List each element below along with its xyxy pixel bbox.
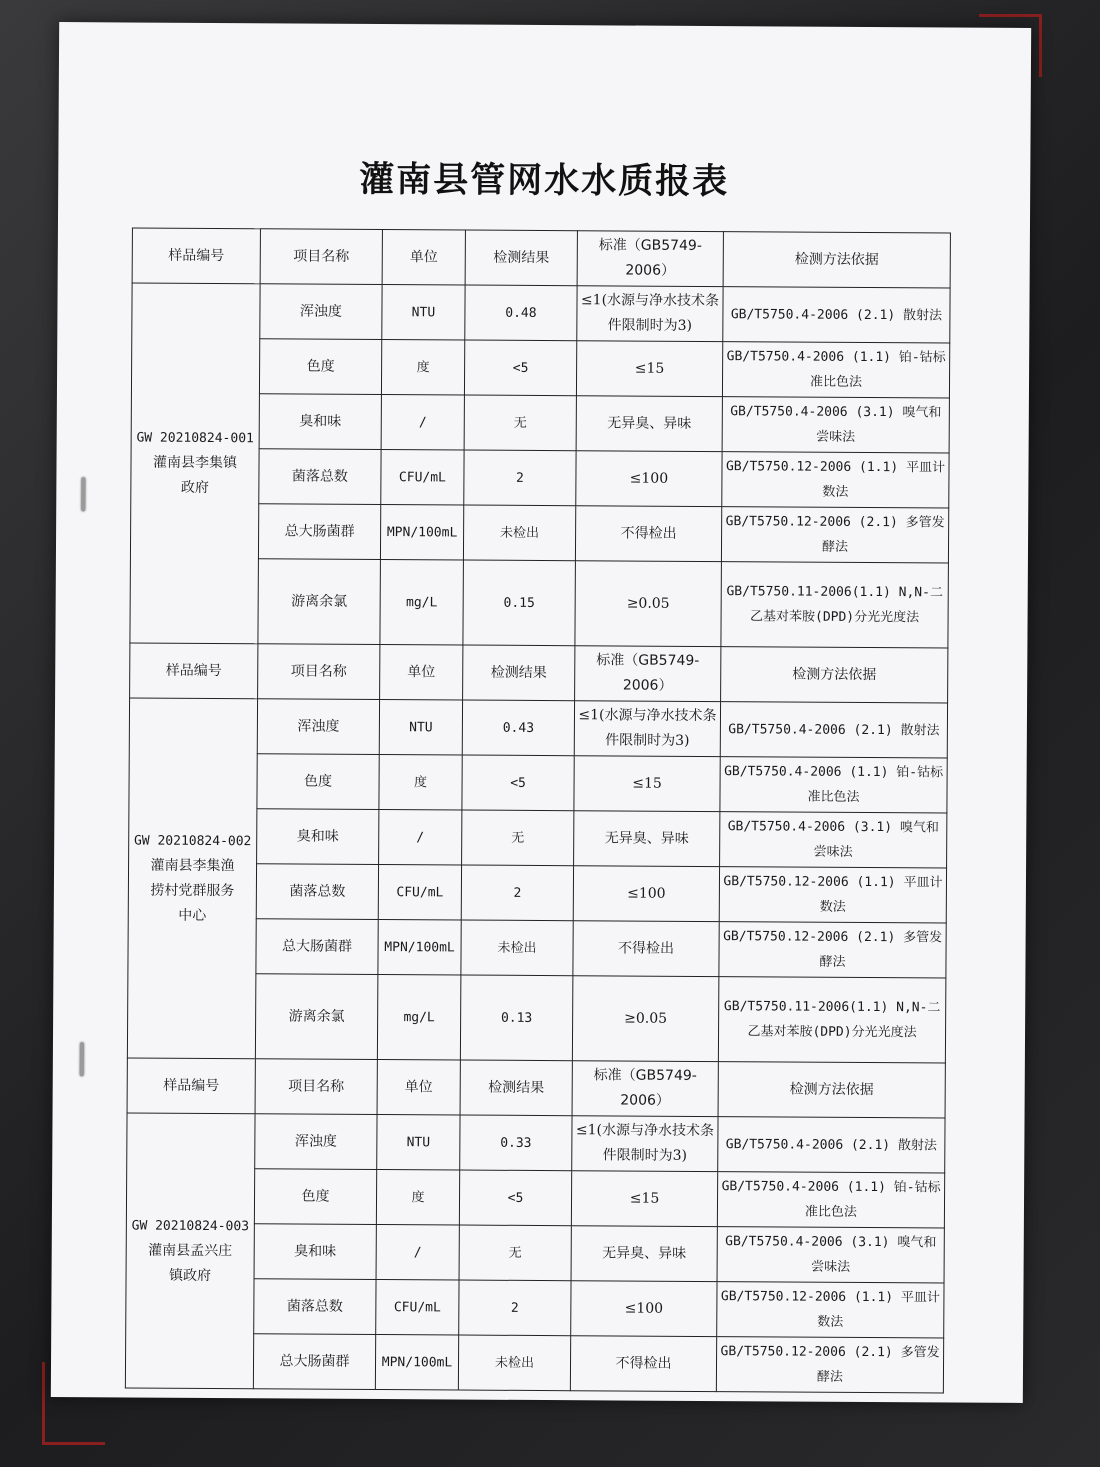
result-cell: <5 <box>462 755 574 811</box>
standard-cell: ≤1(水源与净水技术条件限制时为3) <box>572 1116 718 1172</box>
header-standard: 标准（GB5749-2006） <box>575 646 721 702</box>
header-sample-id: 样品编号 <box>127 1058 255 1114</box>
header-result: 检测结果 <box>465 230 577 286</box>
report-title: 灌南县管网水水质报表 <box>359 159 730 203</box>
header-row <box>127 1058 945 1118</box>
header-unit: 单位 <box>380 645 463 701</box>
unit-cell: NTU <box>379 700 462 756</box>
result-cell: 0.15 <box>463 560 576 646</box>
item-name-cell: 臭和味 <box>257 809 379 865</box>
method-cell: GB/T5750.4-2006 (1.1) 铂-钴标准比色法 <box>722 342 949 398</box>
method-cell: GB/T5750.4-2006 (3.1) 嗅气和尝味法 <box>720 812 947 868</box>
method-cell: GB/T5750.11-2006(1.1) N,N-二乙基对苯胺(DPD)分光光度法 <box>718 977 946 1063</box>
result-cell: 2 <box>464 450 576 506</box>
sample-id-cell <box>130 283 260 644</box>
standard-cell: ≤15 <box>574 756 720 812</box>
result-cell: 0.33 <box>460 1115 572 1171</box>
method-cell: GB/T5750.4-2006 (1.1) 铂-钴标准比色法 <box>720 757 947 813</box>
sample-location: 灌南县李集渔捞村党群服务中心 <box>150 857 235 924</box>
table-row <box>129 698 947 758</box>
item-name-cell: 浑浊度 <box>255 1114 377 1170</box>
item-name-cell: 臭和味 <box>259 394 381 450</box>
unit-cell: 度 <box>376 1170 459 1226</box>
header-item-name: 项目名称 <box>258 644 380 700</box>
table-row <box>127 1113 945 1173</box>
unit-cell: 度 <box>379 755 462 811</box>
header-standard: 标准（GB5749-2006） <box>572 1061 718 1117</box>
result-cell: 无 <box>464 395 576 451</box>
method-cell: GB/T5750.12-2006 (1.1) 平皿计数法 <box>719 867 946 923</box>
unit-cell: CFU/mL <box>376 1280 459 1336</box>
header-sample-id: 样品编号 <box>130 643 258 699</box>
standard-cell: ≤100 <box>571 1281 717 1337</box>
unit-cell: NTU <box>382 285 465 341</box>
item-name-cell: 菌落总数 <box>256 864 378 920</box>
method-cell: GB/T5750.12-2006 (2.1) 多管发酵法 <box>719 922 946 978</box>
staple-icon <box>81 477 85 511</box>
table-row <box>132 283 950 343</box>
standard-cell: 无异臭、异味 <box>571 1226 717 1282</box>
unit-cell: NTU <box>377 1115 460 1171</box>
header-item-name: 项目名称 <box>260 229 382 285</box>
result-cell: <5 <box>464 340 576 396</box>
water-quality-table <box>125 227 951 1393</box>
unit-cell: / <box>381 395 464 451</box>
method-cell: GB/T5750.12-2006 (1.1) 平皿计数法 <box>722 452 949 508</box>
item-name-cell: 总大肠菌群 <box>253 1334 375 1390</box>
header-standard: 标准（GB5749-2006） <box>577 231 723 287</box>
sample-id: GW 20210824-002 <box>133 833 252 849</box>
item-name-cell: 游离余氯 <box>258 559 381 645</box>
sample-id-cell <box>127 698 257 1059</box>
unit-cell: mg/L <box>377 975 461 1061</box>
item-name-cell: 臭和味 <box>254 1224 376 1280</box>
unit-cell: / <box>379 810 462 866</box>
standard-cell: ≤15 <box>571 1171 717 1227</box>
standard-cell: ≤1(水源与净水技术条件限制时为3) <box>577 286 723 342</box>
result-cell: 未检出 <box>458 1335 570 1391</box>
sample-id: GW 20210824-003 <box>131 1218 250 1234</box>
header-sample-id: 样品编号 <box>132 228 260 284</box>
header-method: 检测方法依据 <box>718 1062 945 1118</box>
result-cell: 未检出 <box>463 505 575 561</box>
method-cell: GB/T5750.12-2006 (2.1) 多管发酵法 <box>721 507 948 563</box>
method-cell: GB/T5750.4-2006 (1.1) 铂-钴标准比色法 <box>717 1172 944 1228</box>
item-name-cell: 总大肠菌群 <box>258 504 380 560</box>
unit-cell: / <box>376 1225 459 1281</box>
header-unit: 单位 <box>377 1060 460 1116</box>
item-name-cell: 色度 <box>254 1169 376 1225</box>
standard-cell: ≤1(水源与净水技术条件限制时为3) <box>574 701 720 757</box>
method-cell: GB/T5750.4-2006 (3.1) 嗅气和尝味法 <box>717 1227 944 1283</box>
result-cell: <5 <box>459 1170 571 1226</box>
result-cell: 无 <box>462 810 574 866</box>
unit-cell: mg/L <box>380 560 464 646</box>
header-result: 检测结果 <box>463 645 575 701</box>
unit-cell: CFU/mL <box>381 450 464 506</box>
standard-cell: 无异臭、异味 <box>576 396 722 452</box>
report-sheet <box>51 22 1031 1403</box>
method-cell: GB/T5750.4-2006 (3.1) 嗅气和尝味法 <box>722 397 949 453</box>
standard-cell: ≥0.05 <box>575 561 722 647</box>
unit-cell: MPN/100mL <box>375 1335 458 1391</box>
sample-id-cell <box>125 1113 255 1389</box>
result-cell: 0.48 <box>465 285 577 341</box>
item-name-cell: 游离余氯 <box>255 974 378 1060</box>
standard-cell: ≥0.05 <box>572 976 719 1062</box>
sample-id: GW 20210824-001 <box>136 430 254 447</box>
standard-cell: 不得检出 <box>570 1336 716 1392</box>
result-cell: 未检出 <box>461 920 573 976</box>
result-cell: 0.13 <box>460 975 573 1061</box>
item-name-cell: 总大肠菌群 <box>256 919 378 975</box>
sample-location: 灌南县孟兴庄镇政府 <box>148 1242 233 1284</box>
standard-cell: ≤100 <box>573 866 719 922</box>
method-cell: GB/T5750.4-2006 (2.1) 散射法 <box>723 287 950 343</box>
sample-location: 灌南县李集镇政府 <box>152 454 238 496</box>
standard-cell: 不得检出 <box>575 506 721 562</box>
result-cell: 2 <box>461 865 573 921</box>
header-row <box>130 643 948 703</box>
item-name-cell: 色度 <box>257 754 379 810</box>
method-cell: GB/T5750.12-2006 (1.1) 平皿计数法 <box>717 1282 944 1338</box>
header-method: 检测方法依据 <box>721 647 948 703</box>
header-result: 检测结果 <box>460 1060 572 1116</box>
result-cell: 0.43 <box>462 700 574 756</box>
result-cell: 2 <box>459 1280 571 1336</box>
header-item-name: 项目名称 <box>255 1059 377 1115</box>
header-unit: 单位 <box>382 230 465 286</box>
standard-cell: 无异臭、异味 <box>574 811 720 867</box>
unit-cell: MPN/100mL <box>378 920 461 976</box>
method-cell: GB/T5750.4-2006 (2.1) 散射法 <box>720 702 947 758</box>
header-row <box>132 228 950 288</box>
item-name-cell: 菌落总数 <box>254 1279 376 1335</box>
unit-cell: 度 <box>381 340 464 396</box>
method-cell: GB/T5750.12-2006 (2.1) 多管发酵法 <box>716 1337 943 1393</box>
item-name-cell: 浑浊度 <box>260 284 382 340</box>
item-name-cell: 浑浊度 <box>257 699 379 755</box>
standard-cell: ≤100 <box>576 451 722 507</box>
unit-cell: CFU/mL <box>378 865 461 921</box>
item-name-cell: 菌落总数 <box>259 449 381 505</box>
item-name-cell: 色度 <box>259 339 381 395</box>
standard-cell: 不得检出 <box>573 921 719 977</box>
header-method: 检测方法依据 <box>723 232 950 288</box>
method-cell: GB/T5750.4-2006 (2.1) 散射法 <box>718 1117 945 1173</box>
unit-cell: MPN/100mL <box>380 505 463 561</box>
staple-icon <box>80 1042 84 1076</box>
method-cell: GB/T5750.11-2006(1.1) N,N-二乙基对苯胺(DPD)分光光度法 <box>721 562 949 648</box>
standard-cell: ≤15 <box>576 341 722 397</box>
result-cell: 无 <box>459 1225 571 1281</box>
